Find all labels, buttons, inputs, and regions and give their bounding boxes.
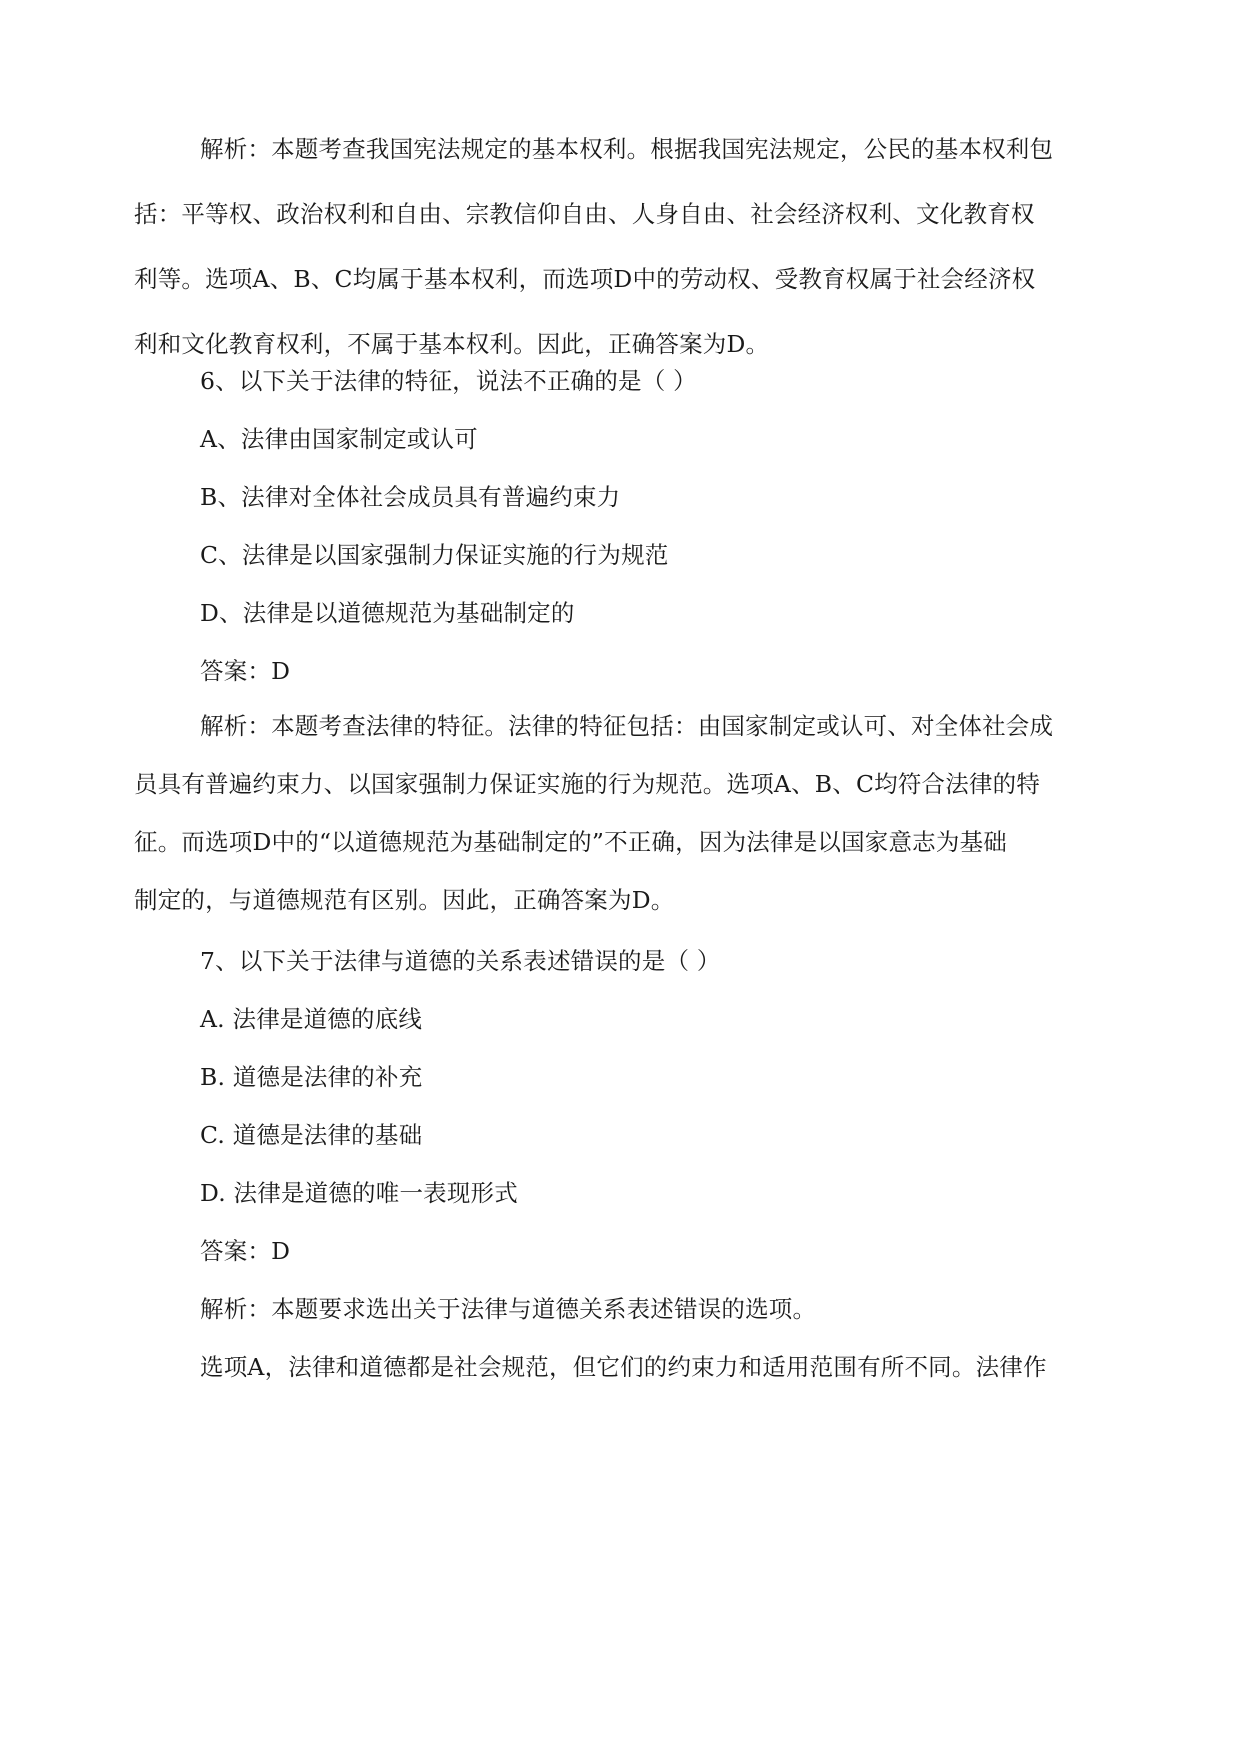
- option-7-b: [200, 1045, 1090, 1110]
- option-text: A、法律由国家制定或认可: [200, 425, 478, 453]
- option-7-d: [200, 1161, 1090, 1226]
- text-line: 征。而选项D中的“以道德规范为基础制定的”不正确，因为法律是以国家意志为基础: [134, 828, 1007, 856]
- option-text: D、法律是以道德规范为基础制定的: [200, 599, 575, 627]
- text-line: 括：平等权、政治权利和自由、宗教信仰自由、人身自由、社会经济权利、文化教育权: [134, 200, 1035, 228]
- option-6-a: [200, 407, 1090, 472]
- option-6-c: [200, 523, 1090, 588]
- option-text: B. 道德是法律的补充: [200, 1063, 423, 1091]
- option-6-d: [200, 581, 1090, 646]
- option-6-b: [200, 465, 1090, 530]
- answer-text: 答案：D: [200, 1237, 291, 1265]
- option-text: B、法律对全体社会成员具有普遍约束力: [200, 483, 621, 511]
- analysis-paragraph-q5: [134, 117, 1090, 377]
- analysis-option-a-q7: [200, 1335, 1090, 1400]
- option-7-a: [200, 987, 1090, 1052]
- question-6: [200, 349, 1090, 414]
- text-line: 员具有普遍约束力、以国家强制力保证实施的行为规范。选项A、B、C均符合法律的特: [134, 770, 1041, 798]
- text-line: 选项A，法律和道德都是社会规范，但它们的约束力和适用范围有所不同。法律作: [200, 1353, 1047, 1381]
- text-line: 解析：本题考查我国宪法规定的基本权利。根据我国宪法规定，公民的基本权利包: [200, 135, 1054, 163]
- analysis-paragraph-q6: [134, 697, 1090, 929]
- text-line: 解析：本题要求选出关于法律与道德关系表述错误的选项。: [200, 1295, 817, 1323]
- option-text: C、法律是以国家强制力保证实施的行为规范: [200, 541, 669, 569]
- text-line: 制定的，与道德规范有区别。因此，正确答案为D。: [134, 886, 675, 914]
- text-line: 利和文化教育权利，不属于基本权利。因此，正确答案为D。: [134, 330, 770, 358]
- option-text: D. 法律是道德的唯一表现形式: [200, 1179, 518, 1207]
- option-7-c: [200, 1103, 1090, 1168]
- option-text: A. 法律是道德的底线: [200, 1005, 423, 1033]
- answer-text: 答案：D: [200, 657, 291, 685]
- question-text: 7、以下关于法律与道德的关系表述错误的是（ ）: [200, 947, 721, 975]
- question-text: 6、以下关于法律的特征，说法不正确的是（ ）: [200, 367, 697, 395]
- answer-6: [200, 639, 1090, 704]
- text-line: 利等。选项A、B、C均属于基本权利，而选项D中的劳动权、受教育权属于社会经济权: [134, 265, 1036, 293]
- text-line: 解析：本题考查法律的特征。法律的特征包括：由国家制定或认可、对全体社会成: [200, 712, 1054, 740]
- question-7: [200, 929, 1090, 994]
- analysis-intro-q7: [200, 1277, 1090, 1342]
- answer-7: [200, 1219, 1090, 1284]
- option-text: C. 道德是法律的基础: [200, 1121, 423, 1149]
